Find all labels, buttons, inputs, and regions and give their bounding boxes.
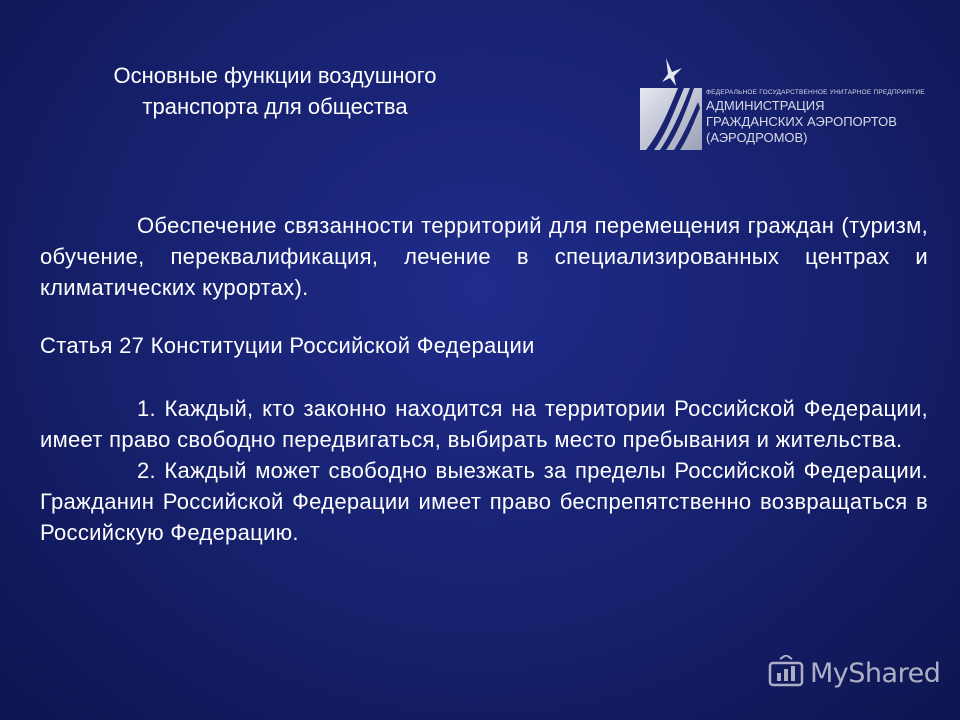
paragraph-connectivity: Обеспечение связанности территорий для перемещения граждан (туризм, обучение, переквалификация, лечение в специализированных центрах и климатических курортах). [40,213,928,300]
logo-line-3: (АЭРОДРОМОВ) [706,130,808,145]
logo-text [706,88,925,146]
article-item-2: 2. Каждый может свободно выезжать за пределы Российской Федерации. Гражданин Российской Федерации имеет право беспрепятственно возвращаться в Российскую Федерацию. [40,458,928,545]
slide-title [40,60,510,122]
article-item-1: 1. Каждый, кто законно находится на территории Российской Федерации, имеет право свободно передвигаться, выбирать место пребывания и жительства. [40,396,928,452]
slide-body [40,210,928,548]
myshared-watermark [768,655,940,691]
logo-small-text: ФЕДЕРАЛЬНОЕ ГОСУДАРСТВЕННОЕ УНИТАРНОЕ ПРЕДПРИЯТИЕ [706,89,925,96]
myshared-logo-icon [768,655,804,691]
slide-title-line-1: Основные функции воздушного [113,63,437,88]
organization-logo [638,52,928,156]
logo-line-1: АДМИНИСТРАЦИЯ [706,98,825,113]
slide-title-line-2: транспорта для общества [142,94,408,119]
airport-logo-icon [638,52,704,156]
logo-line-2: ГРАЖДАНСКИХ АЭРОПОРТОВ [706,114,897,129]
watermark-text: MyShared [810,657,941,689]
article-heading: Статья 27 Конституции Российской Федерации [40,333,535,358]
